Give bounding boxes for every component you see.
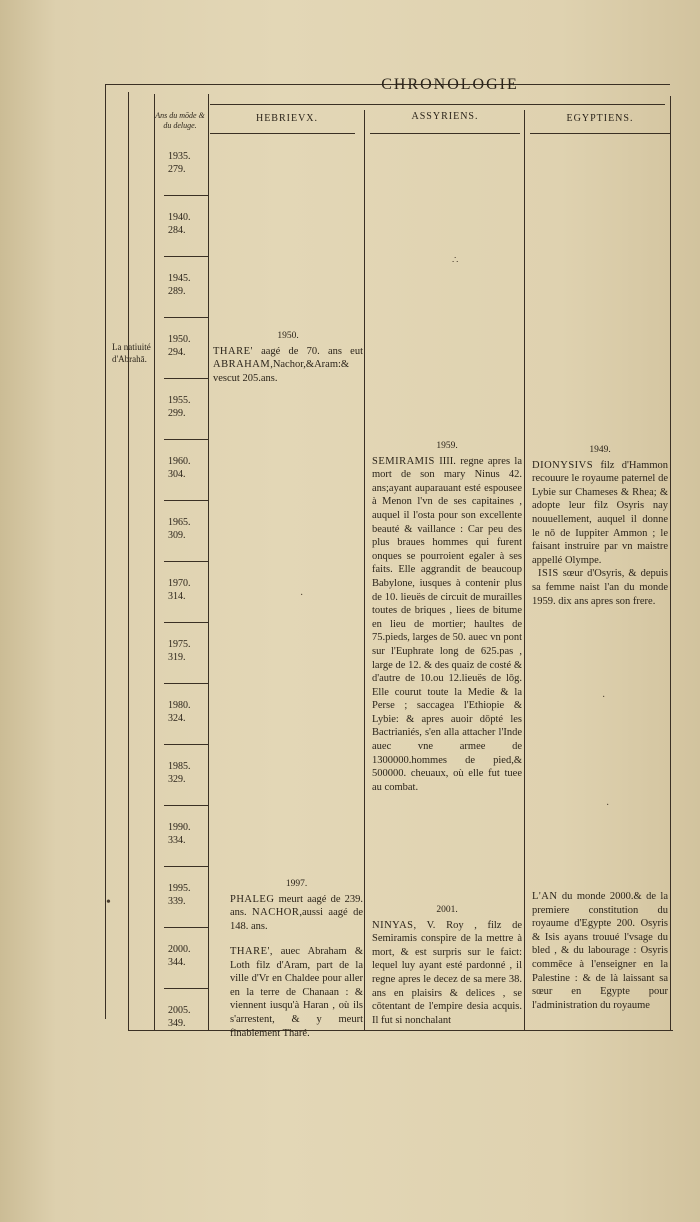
- years-right-rule: [208, 94, 209, 1030]
- world-year: 1955.: [168, 395, 191, 406]
- world-year: 1970.: [168, 578, 191, 589]
- year-cell: [168, 516, 208, 542]
- year-cell: [168, 455, 208, 481]
- entry-name: SEMIRAMIS: [372, 455, 435, 467]
- years-column-header: Ans du mōde & du deluge.: [155, 111, 205, 130]
- world-year: 1965.: [168, 517, 191, 528]
- entry-year: 1959.: [436, 441, 458, 451]
- year-cell: [168, 577, 208, 603]
- entry-year: 1949.: [589, 445, 611, 455]
- world-year: 1995.: [168, 883, 191, 894]
- entry-text-2: ,aussi aagé de 148. ans.: [230, 907, 363, 932]
- deluge-year: 294.: [168, 347, 186, 358]
- year-separator: [164, 317, 208, 318]
- year-separator: [164, 744, 208, 745]
- deluge-year: 329.: [168, 774, 186, 785]
- hebrews-entry-thare: [230, 945, 363, 1040]
- world-year: 1985.: [168, 761, 191, 772]
- year-separator: [164, 927, 208, 928]
- hebrews-entry-1997: [230, 878, 363, 933]
- world-year: 1975.: [168, 639, 191, 650]
- year-separator: [164, 378, 208, 379]
- entry-text: du monde 2000.& de la premiere constitution du royaume d'Egypte 200. Osyris & Isis ayans trouué l'vsage du bled , & du labourage : Osyris commēce à l'enseigner en la Palestine : & de là laissant sa sœur en Egypte pour l'administration du royaume: [532, 891, 668, 1011]
- entry-text: , auec Abraham & Loth filz d'Aram, part de la ville d'Vr en Chaldee pour aller en la terre de Chanaan : & viennent iusqu'à Haran , où ils s'arrestent, & y meurt finablement Tharé.: [230, 946, 363, 1039]
- ornament-dots: ·: [606, 800, 610, 811]
- deluge-year: 314.: [168, 591, 186, 602]
- entry-year: 1997.: [285, 879, 308, 889]
- deluge-year: 284.: [168, 225, 186, 236]
- deluge-year: 304.: [168, 469, 186, 480]
- assyrians-head-rule: [370, 133, 520, 134]
- year-cell: [168, 394, 208, 420]
- entry-text: , V. Roy , filz de Semiramis conspire de la mettre à mort, & est surpris sur le faict: lequel luy ayant esté pardonné , il regne apres le decez de sa mere 38. ans en plaisirs & delices , se cōtentant de l'empire desia acquis. Il fut si nonchalant: [372, 919, 522, 1026]
- entry-name: NINYAS: [372, 919, 414, 931]
- year-cell: [168, 882, 208, 908]
- ornament-dots: ·: [602, 692, 606, 703]
- egyptians-head-rule: [530, 133, 670, 134]
- hebrews-head-rule: [210, 133, 355, 134]
- year-separator: [164, 439, 208, 440]
- margin-note-abraham: La natiuité d'Abrahā.: [112, 342, 151, 364]
- year-separator: [164, 988, 208, 989]
- year-separator: [164, 805, 208, 806]
- deluge-year: 299.: [168, 408, 186, 419]
- world-year: 2000.: [168, 944, 191, 955]
- years-left-rule: [154, 94, 155, 1030]
- deluge-year: 319.: [168, 652, 186, 663]
- deluge-year: 324.: [168, 713, 186, 724]
- deluge-year: 344.: [168, 957, 186, 968]
- year-cell: [168, 943, 208, 969]
- deluge-year: 334.: [168, 835, 186, 846]
- egyptians-column-header: EGYPTIENS.: [566, 113, 634, 124]
- entry-text: filz d'Hammon recouure le royaume paternel de Lybie sur Chameses & Rhea; & adopte leur filz Osyris nay nouuellement, auquel il donne le nō de Iuppiter Ammon ; le faisant instruire par vn maistre appellé Olympe.: [532, 459, 668, 566]
- world-year: 1980.: [168, 700, 191, 711]
- entry-name-2: ABRAHAM: [213, 359, 271, 371]
- year-separator: [164, 500, 208, 501]
- assyrians-column-header: ASSYRIENS.: [411, 111, 479, 122]
- year-separator: [164, 195, 208, 196]
- deluge-year: 309.: [168, 530, 186, 541]
- world-year: 1990.: [168, 822, 191, 833]
- outer-right-rule: [670, 96, 671, 1030]
- entry-year: 2001.: [436, 905, 458, 915]
- world-year: 1960.: [168, 456, 191, 467]
- year-cell: [168, 333, 208, 359]
- entry-year: 1950.: [277, 331, 299, 341]
- deluge-year: 289.: [168, 286, 186, 297]
- entry-name-2: NACHOR: [252, 907, 300, 919]
- hebrews-column-header: HEBRIEVX.: [255, 113, 319, 124]
- assyrians-right-rule: [524, 110, 525, 1030]
- assyrians-entry-2001: [372, 904, 522, 1027]
- year-cell: [168, 1004, 208, 1030]
- entry-text: meurt aagé de 239. ans.: [230, 893, 363, 919]
- year-separator: [164, 561, 208, 562]
- deluge-year: 279.: [168, 164, 186, 175]
- entry-text: aagé de 70. ans eut: [252, 345, 363, 357]
- ornament-dots: ·: [300, 590, 304, 601]
- entry-name: L'AN: [532, 891, 558, 902]
- hebrews-right-rule: [364, 110, 365, 1030]
- entry-text: IIII. regne apres la mort de son mary Ninus 42. ans;ayant auparauant esté espousee à Menon l'vn de ses capitaines , auquel il l'osta pour son excellente beauté & vaillance : Car peu des plus braues hommes qui furent onques se pourroient egaler à ses faits. Elle aggrandit de beaucoup Babylone, iusques à contenir plus de 10. lieuës de circuit de murailles toutes de briques , liees de bitume en lieu de mortier; haultes de 75.pieds, larges de 50. auec vn pont sur l'Euphrate long de 625.pas , large de 12. & des quaiz de costé & d'autre de 10.ou 12.lieuës de lōg. Elle courut toute la Medie & la Perse ; saccagea l'Ethiopie & Lybie: & apres auoir dōpté les Bactrianiés, s'en alla attacher l'Inde auec vne armee de 1300000.hommes de pied,& 500000. cheuaux, où elle fut tuee au combat.: [372, 455, 522, 793]
- entry-name: DIONYSIVS: [532, 459, 594, 471]
- entry-text-isis: sœur d'Osyris, & depuis sa femme naist l'an du monde 1959. dix ans apres son frere.: [532, 568, 668, 607]
- year-cell: [168, 638, 208, 664]
- year-cell: [168, 272, 208, 298]
- outer-left-rule: [105, 84, 106, 1019]
- entry-name: PHALEG: [230, 893, 275, 905]
- bottom-rule: [128, 1030, 673, 1031]
- year-separator: [164, 256, 208, 257]
- world-year: 1945.: [168, 273, 191, 284]
- year-cell: [168, 211, 208, 237]
- world-year: 1940.: [168, 212, 191, 223]
- page-title: CHRONOLOGIE: [381, 76, 519, 93]
- entry-text-2: ,Nachor,&Aram:& vescut 205.ans.: [213, 359, 350, 384]
- entry-name: THARE': [213, 345, 253, 357]
- year-separator: [164, 683, 208, 684]
- year-separator: [164, 866, 208, 867]
- world-year: 2005.: [168, 1005, 191, 1016]
- hebrews-entry-1950: [213, 330, 363, 385]
- year-cell: [168, 760, 208, 786]
- deluge-year: 349.: [168, 1018, 186, 1029]
- deluge-year: 339.: [168, 896, 186, 907]
- entry-name-isis: ISIS: [538, 568, 559, 580]
- year-cell: [168, 699, 208, 725]
- ink-blot: •: [106, 895, 111, 910]
- world-year: 1935.: [168, 151, 191, 162]
- header-rule: [210, 104, 665, 105]
- world-year: 1950.: [168, 334, 191, 345]
- ornament-dots: ∴: [452, 255, 459, 266]
- assyrians-entry-1959: [372, 440, 522, 794]
- egyptians-entry-1949: [532, 444, 668, 608]
- egyptians-entry-2000: [532, 890, 668, 1012]
- year-cell: [168, 821, 208, 847]
- year-separator: [164, 622, 208, 623]
- entry-name: THARE': [230, 946, 270, 957]
- year-cell: [168, 150, 208, 176]
- inner-left-rule: [128, 92, 129, 1030]
